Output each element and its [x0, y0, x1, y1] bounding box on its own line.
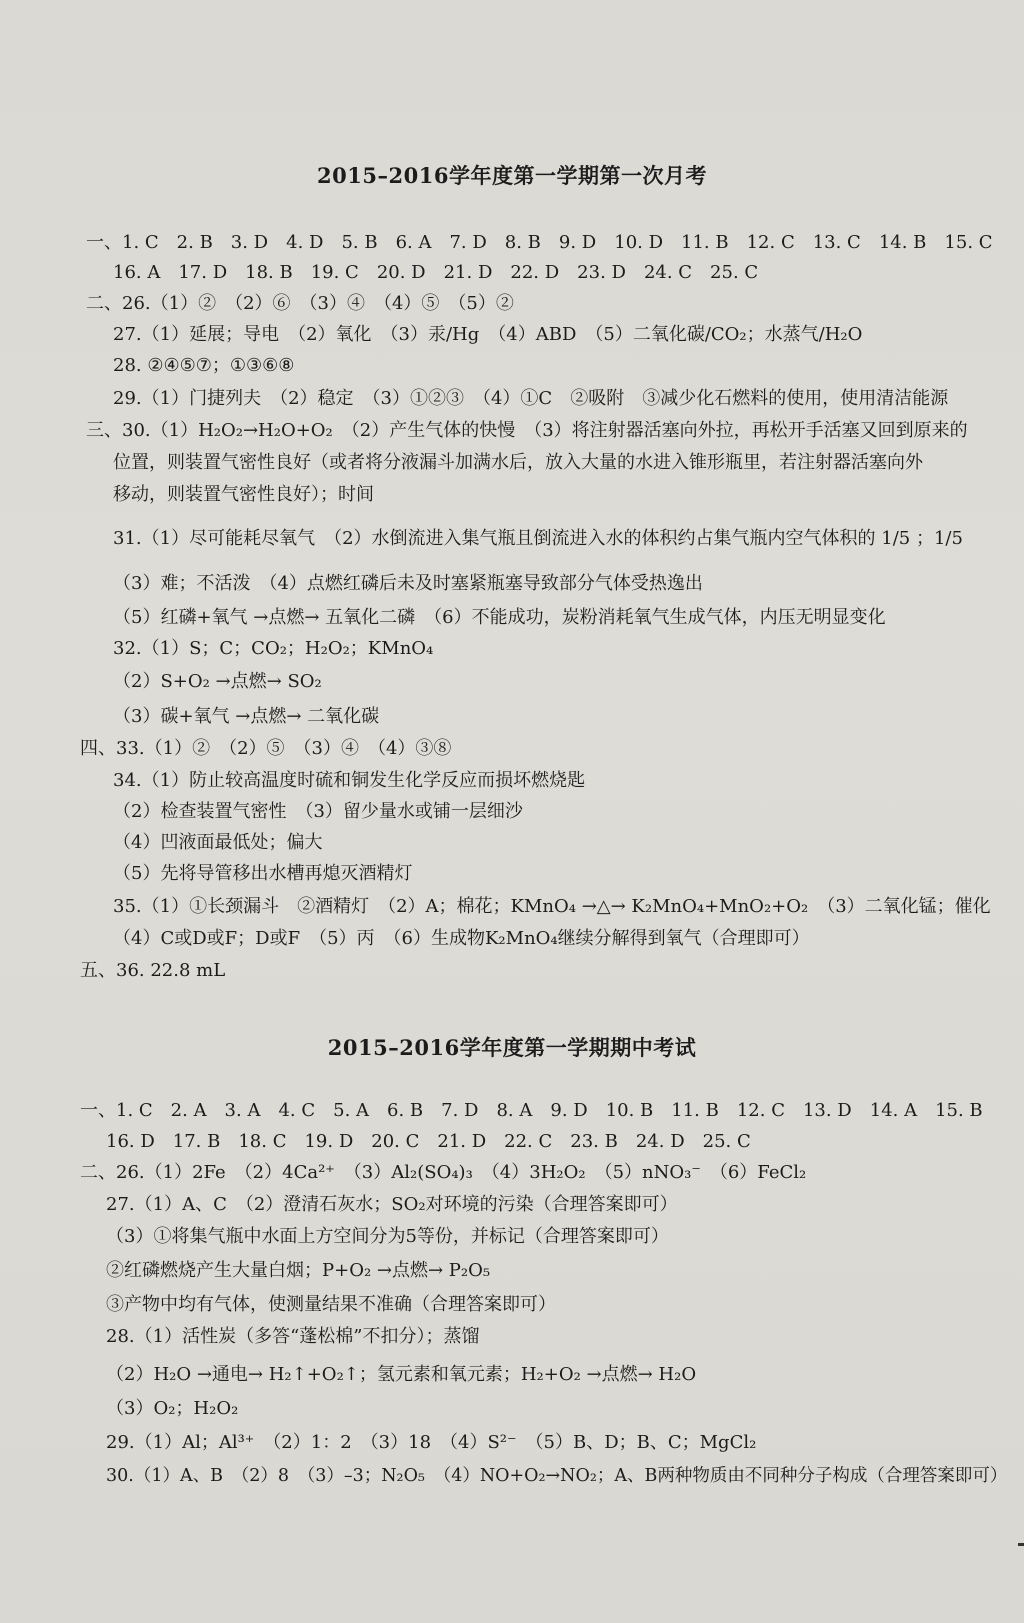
s1-line: 四、33.（1）② （2）⑤ （3）④ （4）③⑧	[80, 738, 452, 759]
section2-title: 2015–2016学年度第一学期期中考试	[327, 1035, 697, 1060]
s2-line: ②红磷燃烧产生大量白烟；P+O₂ →点燃→ P₂O₅	[106, 1260, 491, 1281]
s1-line: 29.（1）门捷列夫 （2）稳定 （3）①②③ （4）①C ②吸附 ③减少化石燃料的使用，使用清洁能源	[113, 388, 949, 409]
s2-line: 30.（1）A、B （2）8 （3）–3；N₂O₅ （4）NO+O₂→NO₂；A、B两种物质由不同种分子构成（合理答案即可）	[106, 1466, 1008, 1486]
s1-line: （5）先将导管移出水槽再熄灭酒精灯	[113, 863, 413, 884]
section1-title: 2015–2016学年度第一学期第一次月考	[317, 163, 707, 188]
s2-line: 16. D 17. B 18. C 19. D 20. C 21. D 22. C 23. B 24. D 25. C	[106, 1131, 751, 1152]
s2-line: ③产物中均有气体，使测量结果不准确（合理答案即可）	[106, 1294, 556, 1315]
s1-line: 34.（1）防止较高温度时硫和铜发生化学反应而损坏燃烧匙	[113, 770, 586, 791]
s1-line: 35.（1）①长颈漏斗 ②酒精灯 （2）A；棉花；KMnO₄ →△→ K₂MnO₄+MnO₂+O₂ （3）二氧化锰；催化	[113, 896, 991, 917]
s2-line: 一、1. C 2. A 3. A 4. C 5. A 6. B 7. D 8. A 9. D 10. B 11. B 12. C 13. D 14. A 15. B	[80, 1100, 983, 1121]
s1-line: （4）凹液面最低处；偏大	[113, 832, 323, 853]
s1-line: （5）红磷+氧气 →点燃→ 五氧化二磷 （6）不能成功，炭粉消耗氧气生成气体，内压无明显变化	[113, 607, 886, 628]
s1-line: 一、1. C 2. B 3. D 4. D 5. B 6. A 7. D 8. B 9. D 10. D 11. B 12. C 13. C 14. B 15. C	[86, 232, 993, 253]
s1-line: 位置，则装置气密性良好（或者将分液漏斗加满水后，放入大量的水进入锥形瓶里，若注射器活塞向外	[113, 452, 923, 473]
s1-line: 三、30.（1）H₂O₂→H₂O+O₂ （2）产生气体的快慢 （3）将注射器活塞向外拉，再松开手活塞又回到原来的	[86, 420, 968, 441]
page-edge-mark	[1018, 1543, 1024, 1546]
s2-line: 二、26.（1）2Fe （2）4Ca²⁺ （3）Al₂(SO₄)₃ （4）3H₂O₂ （5）nNO₃⁻ （6）FeCl₂	[80, 1162, 807, 1183]
s2-line: 27.（1）A、C （2）澄清石灰水；SO₂对环境的污染（合理答案即可）	[106, 1194, 678, 1215]
s1-line: （3）难；不活泼 （4）点燃红磷后未及时塞紧瓶塞导致部分气体受热逸出	[113, 573, 703, 594]
s1-line: 28. ②④⑤⑦；①③⑥⑧	[113, 355, 295, 376]
s1-line: 五、36. 22.8 mL	[80, 960, 226, 981]
s2-line: 28.（1）活性炭（多答“蓬松棉”不扣分）；蒸馏	[106, 1326, 480, 1347]
s2-line: 29.（1）Al；Al³⁺ （2）1：2 （3）18 （4）S²⁻ （5）B、D；B、C；MgCl₂	[106, 1432, 757, 1453]
s1-line: 移动，则装置气密性良好）；时间	[113, 484, 374, 505]
s1-line: 32.（1）S；C；CO₂；H₂O₂；KMnO₄	[113, 638, 434, 659]
s1-line: （4）C或D或F；D或F （5）丙 （6）生成物K₂MnO₄继续分解得到氧气（合理即可）	[113, 928, 810, 949]
s2-line: （3）O₂；H₂O₂	[106, 1398, 239, 1419]
s2-line: （2）H₂O →通电→ H₂↑+O₂↑；氢元素和氧元素；H₂+O₂ →点燃→ H₂O	[106, 1364, 697, 1385]
s1-line: 二、26.（1）② （2）⑥ （3）④ （4）⑤ （5）②	[86, 293, 514, 314]
s2-line: （3）①将集气瓶中水面上方空间分为5等份，并标记（合理答案即可）	[106, 1226, 669, 1247]
s1-line: （3）碳+氧气 →点燃→ 二氧化碳	[113, 706, 380, 727]
s1-line: （2）S+O₂ →点燃→ SO₂	[113, 671, 322, 692]
s1-line: （2）检查装置气密性 （3）留少量水或铺一层细沙	[113, 801, 523, 822]
s1-line: 31.（1）尽可能耗尽氧气 （2）水倒流进入集气瓶且倒流进入水的体积约占集气瓶内空气体积的 1/5 ；1/5	[113, 528, 963, 549]
s1-line: 16. A 17. D 18. B 19. C 20. D 21. D 22. D 23. D 24. C 25. C	[113, 262, 759, 283]
s1-line: 27.（1）延展；导电 （2）氧化 （3）汞/Hg （4）ABD （5）二氧化碳/CO₂；水蒸气/H₂O	[113, 324, 863, 345]
